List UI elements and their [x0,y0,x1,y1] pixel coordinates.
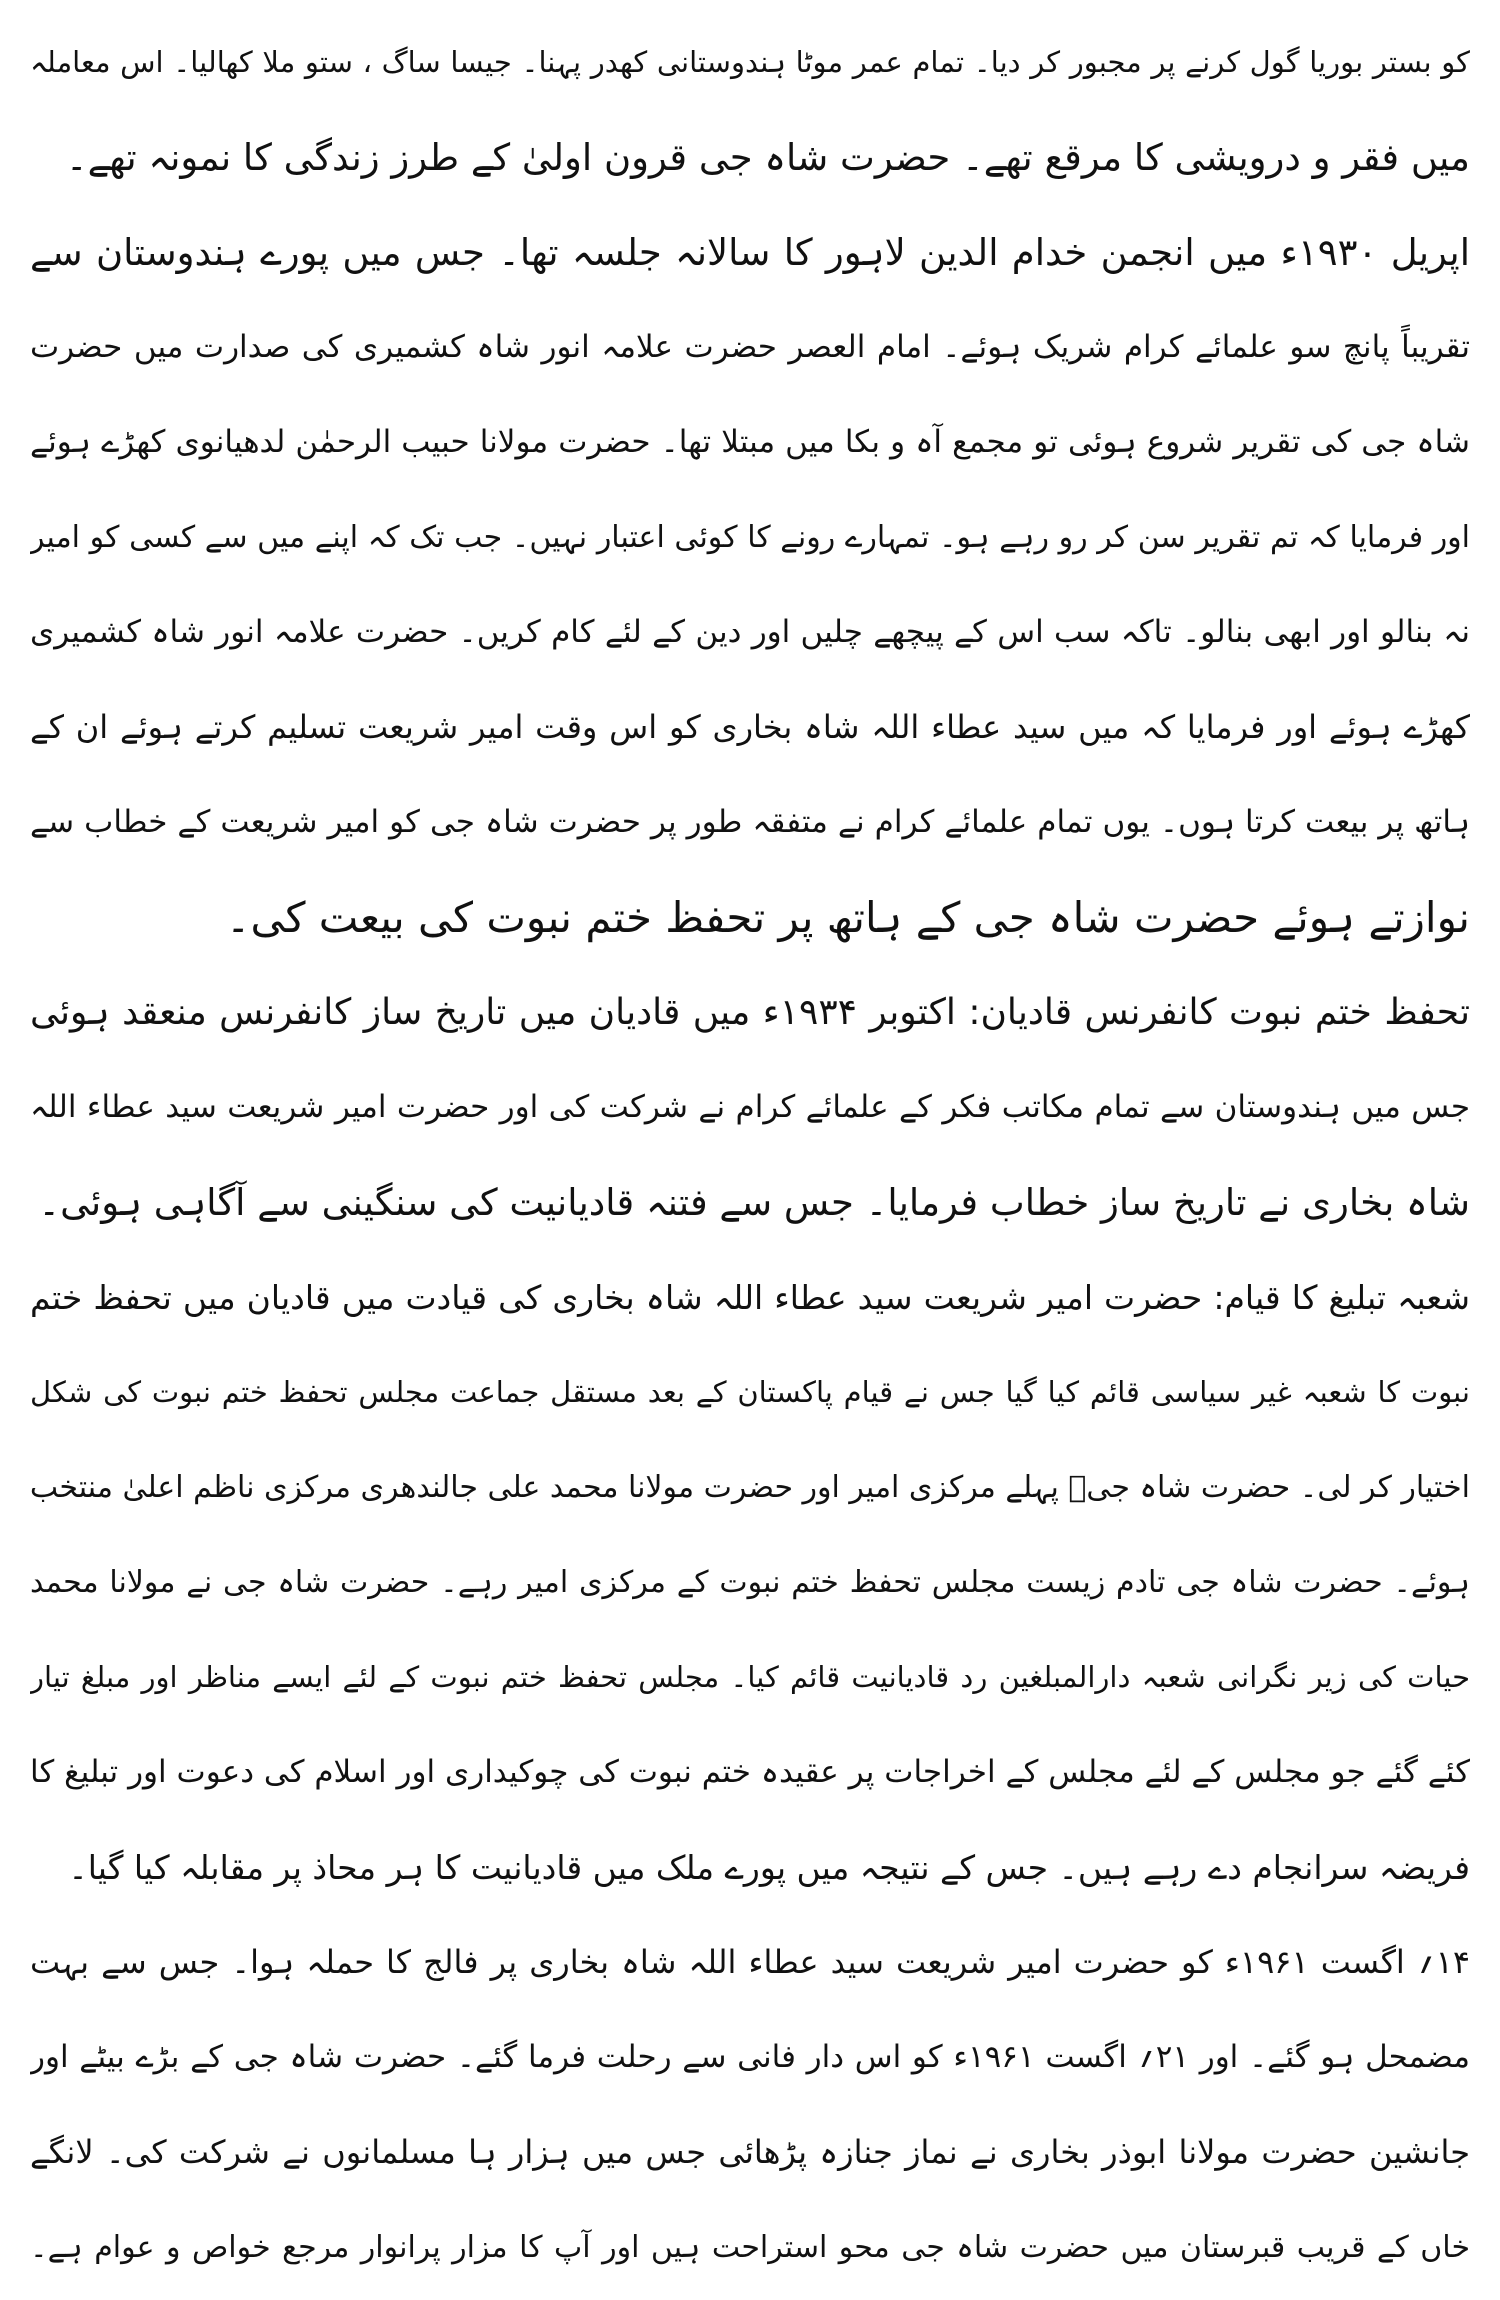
text-line: فریضہ سرانجام دے رہے ہیں۔ جس کے نتیجہ میں پورے ملک میں قادیانیت کا ہر محاذ پر مقابلہ کیا گیا۔ [68,1848,1470,1887]
text-line: ہوئے۔ حضرت شاہ جی تادم زیست مجلس تحفظ ختم نبوت کے مرکزی امیر رہے۔ حضرت شاہ جی نے مولانا محمد [30,1565,1470,1600]
text-line: خاں کے قریب قبرستان میں حضرت شاہ جی محو استراحت ہیں اور آپ کا مزار پرانوار مرجع خواص و عوام ہے۔ [30,2230,1470,2265]
text-line: جانشین حضرت مولانا ابوذر بخاری نے نماز جنازہ پڑھائی جس میں ہزار ہا مسلمانوں نے شرکت کی۔ لانگے [30,2133,1470,2171]
text-line: نوازتے ہوئے حضرت شاہ جی کے ہاتھ پر تحفظ ختم نبوت کی بیعت کی۔ [225,893,1470,942]
text-line: اختیار کر لی۔ حضرت شاہ جیؒ پہلے مرکزی امیر اور حضرت مولانا محمد علی جالندھری مرکزی ناظم اعلیٰ منتخب [30,1470,1470,1505]
text-line: میں فقر و درویشی کا مرقع تھے۔ حضرت شاہ جی قرون اولیٰ کے طرز زندگی کا نمونہ تھے۔ [65,136,1470,179]
text-line: شعبہ تبلیغ کا قیام: حضرت امیر شریعت سید عطاء اللہ شاہ بخاری کی قیادت میں قادیان میں تحفظ ختم [30,1278,1470,1317]
text-line: تحفظ ختم نبوت کانفرنس قادیان: اکتوبر ۱۹۳۴ء میں قادیان میں تاریخ ساز کانفرنس منعقد ہوئی [30,992,1470,1033]
text-line: شاہ بخاری نے تاریخ ساز خطاب فرمایا۔ جس سے فتنہ قادیانیت کی سنگینی سے آگاہی ہوئی۔ [38,1181,1470,1224]
document-page [30,0,1470,2300]
text-line: کھڑے ہوئے اور فرمایا کہ میں سید عطاء اللہ شاہ بخاری کو اس وقت امیر شریعت تسلیم کرتے ہوئے ان کے [30,708,1470,746]
text-line: شاہ جی کی تقریر شروع ہوئی تو مجمع آہ و بکا میں مبتلا تھا۔ حضرت مولانا حبیب الرحمٰن لدھیانوی کھڑے ہوئے [30,424,1470,460]
text-line: ہاتھ پر بیعت کرتا ہوں۔ یوں تمام علمائے کرام نے متفقہ طور پر حضرت شاہ جی کو امیر شریعت کے خطاب سے [30,804,1470,840]
text-line: ۱۴؍ اگست ۱۹۶۱ء کو حضرت امیر شریعت سید عطاء اللہ شاہ بخاری پر فالج کا حملہ ہوا۔ جس سے بہت [30,1943,1470,1981]
text-line: حیات کی زیر نگرانی شعبہ دارالمبلغین رد قادیانیت قائم کیا۔ مجلس تحفظ ختم نبوت کے لئے ایسے مناظر اور مبلغ تیار [30,1660,1470,1694]
text-line: تقریباً پانچ سو علمائے کرام شریک ہوئے۔ امام العصر حضرت علامہ انور شاہ کشمیری کی صدارت میں حضرت [30,329,1470,365]
text-line: کو بستر بوریا گول کرنے پر مجبور کر دیا۔ تمام عمر موٹا ہندوستانی کھدر پہنا۔ جیسا ساگ ، ستو ملا کھالیا۔ اس معاملہ [30,45,1470,79]
text-line: نبوت کا شعبہ غیر سیاسی قائم کیا گیا جس نے قیام پاکستان کے بعد مستقل جماعت مجلس تحفظ ختم نبوت کی شکل [30,1375,1470,1409]
text-line: جس میں ہندوستان سے تمام مکاتب فکر کے علمائے کرام نے شرکت کی اور حضرت امیر شریعت سید عطاء اللہ [30,1089,1470,1125]
text-line: کئے گئے جو مجلس کے لئے مجلس کے اخراجات پر عقیدہ ختم نبوت کی چوکیداری اور اسلام کی دعوت اور تبلیغ کا [30,1754,1470,1790]
text-line: اور فرمایا کہ تم تقریر سن کر رو رہے ہو۔ تمہارے رونے کا کوئی اعتبار نہیں۔ جب تک کہ اپنے میں سے کسی کو امیر [30,520,1470,555]
text-line: نہ بنالو اور ابھی بنالو۔ تاکہ سب اس کے پیچھے چلیں اور دین کے لئے کام کریں۔ حضرت علامہ انور شاہ کشمیری [30,614,1470,650]
text-line: اپریل ۱۹۳۰ء میں انجمن خدام الدین لاہور کا سالانہ جلسہ تھا۔ جس میں پورے ہندوستان سے [30,231,1470,274]
text-line: مضمحل ہو گئے۔ اور ۲۱؍ اگست ۱۹۶۱ء کو اس دار فانی سے رحلت فرما گئے۔ حضرت شاہ جی کے بڑے بیٹے اور [30,2039,1470,2075]
